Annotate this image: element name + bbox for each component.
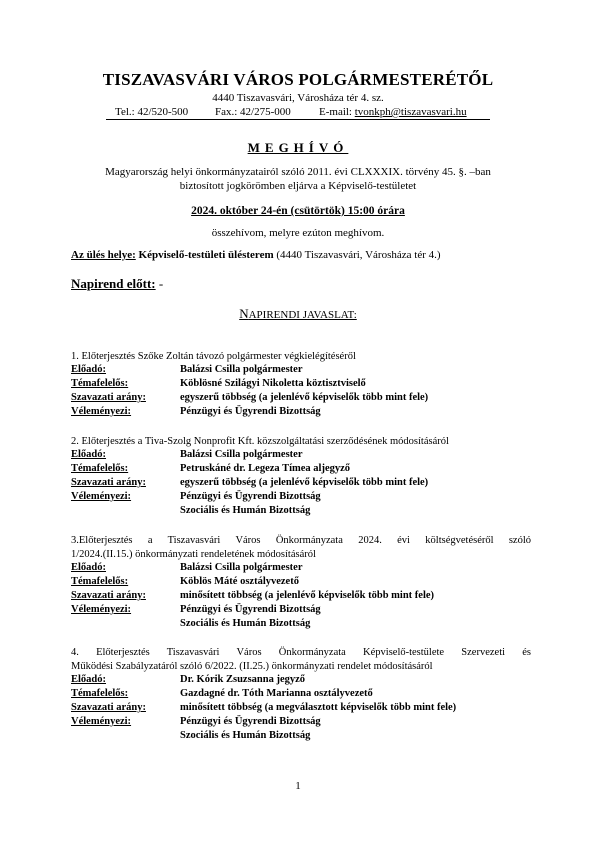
item-3-szavazati-arany: minősített többség (a jelenlévő képviselők több mint fele) — [180, 590, 435, 601]
label-eloado: Előadó: — [71, 674, 107, 685]
item-4-szavazati-arany: minősített többség (a megválasztott képviselők több mint fele) — [180, 702, 457, 713]
intro-line-1: Magyarország helyi önkormányzatairól szóló 2011. évi CLXXXIX. törvény 45. §. –ban — [105, 166, 491, 178]
email-link[interactable]: tvonkph@tiszavasvari.hu — [354, 106, 467, 118]
agenda-title-initial: N — [239, 306, 249, 321]
item-3-temafelelos: Köblös Máté osztályvezető — [180, 576, 299, 587]
label-velemenyezi: Véleményezi: — [71, 491, 132, 502]
label-szavazati-arany: Szavazati arány: — [71, 392, 146, 403]
label-eloado: Előadó: — [71, 562, 107, 573]
item-2-eloado: Balázsi Csilla polgármester — [180, 449, 303, 460]
venue-place: Képviselő-testületi ülésterem — [138, 249, 274, 261]
agenda-item-4-title-line-2: Működési Szabályzatáról szóló 6/2022. (II.25.) önkormányzati rendelet módosításáról — [71, 661, 433, 672]
meeting-date: 2024. október 24-én (csütörtök) 15:00 órára — [191, 205, 405, 217]
invitation-title: MEGHÍVÓ — [247, 140, 349, 155]
item-2-velemenyezi-2: Szociális és Humán Bizottság — [180, 505, 311, 516]
label-velemenyezi: Véleményezi: — [71, 604, 132, 615]
pre-agenda — [71, 276, 163, 292]
item-2-velemenyezi-1: Pénzügyi és Ügyrendi Bizottság — [180, 491, 321, 502]
label-velemenyezi: Véleményezi: — [71, 406, 132, 417]
agenda-item-4-title-line-1: 4. Előterjesztés Tiszavasvári Város Önkormányzata Képviselő-testülete Szervezeti és — [71, 647, 531, 658]
item-2-temafelelos: Petruskáné dr. Legeza Tímea aljegyző — [180, 463, 351, 474]
item-1-szavazati-arany: egyszerű többség (a jelenlévő képviselők több mint fele) — [180, 392, 429, 403]
email — [319, 106, 467, 118]
label-szavazati-arany: Szavazati arány: — [71, 477, 146, 488]
invite-text: összehívom, melyre ezúton meghívom. — [211, 227, 385, 239]
item-3-velemenyezi-2: Szociális és Humán Bizottság — [180, 618, 311, 629]
label-temafelelos: Témafelelős: — [71, 576, 129, 587]
phone-number: Tel.: 42/520-500 — [115, 106, 189, 118]
intro-line-2: biztosított jogkörömben eljárva a Képviselő-testületet — [179, 180, 417, 192]
item-2-szavazati-arany: egyszerű többség (a jelenlévő képviselők több mint fele) — [180, 477, 429, 488]
label-temafelelos: Témafelelős: — [71, 688, 129, 699]
fax-number: Fax.: 42/275-000 — [215, 106, 291, 118]
pre-agenda-value: - — [155, 276, 164, 291]
agenda-item-1-title: 1. Előterjesztés Szőke Zoltán távozó polgármester végkielégítéséről — [71, 351, 356, 362]
agenda-item-3-title-line-2: 1/2024.(II.15.) önkormányzati rendeletének módosításáról — [71, 549, 316, 560]
item-4-velemenyezi-1: Pénzügyi és Ügyrendi Bizottság — [180, 716, 321, 727]
venue-label: Az ülés helye: — [71, 249, 136, 261]
label-velemenyezi: Véleményezi: — [71, 716, 132, 727]
agenda-title — [0, 306, 596, 322]
org-address: 4440 Tiszavasvári, Városháza tér 4. sz. — [212, 92, 384, 104]
pre-agenda-label: Napirend előtt: — [71, 276, 156, 291]
item-1-temafelelos: Köblösné Szilágyi Nikoletta köztisztviselő — [180, 378, 366, 389]
label-szavazati-arany: Szavazati arány: — [71, 702, 146, 713]
venue-address: (4440 Tiszavasvári, Városháza tér 4.) — [273, 249, 441, 261]
item-4-temafelelos: Gazdagné dr. Tóth Marianna osztályvezető — [180, 688, 373, 699]
label-temafelelos: Témafelelős: — [71, 378, 129, 389]
page-number: 1 — [295, 780, 301, 792]
item-3-eloado: Balázsi Csilla polgármester — [180, 562, 303, 573]
label-szavazati-arany: Szavazati arány: — [71, 590, 146, 601]
header-divider — [106, 119, 490, 120]
email-label: E-mail: — [319, 106, 355, 118]
agenda-item-3-title-line-1: 3.Előterjesztés a Tiszavasvári Város Önkormányzata 2024. évi költségvetéséről szóló — [71, 535, 531, 546]
agenda-title-rest: APIRENDI JAVASLAT: — [248, 309, 357, 321]
item-1-eloado: Balázsi Csilla polgármester — [180, 364, 303, 375]
venue — [71, 249, 441, 261]
item-3-velemenyezi-1: Pénzügyi és Ügyrendi Bizottság — [180, 604, 321, 615]
label-eloado: Előadó: — [71, 449, 107, 460]
org-title: TISZAVASVÁRI VÁROS POLGÁRMESTERÉTŐL — [102, 70, 494, 89]
label-temafelelos: Témafelelős: — [71, 463, 129, 474]
label-eloado: Előadó: — [71, 364, 107, 375]
agenda-item-2-title: 2. Előterjesztés a Tiva-Szolg Nonprofit Kft. közszolgáltatási szerződésének módosításáról — [71, 436, 449, 447]
item-4-velemenyezi-2: Szociális és Humán Bizottság — [180, 730, 311, 741]
item-4-eloado: Dr. Kórik Zsuzsanna jegyző — [180, 674, 306, 685]
item-1-velemenyezi-1: Pénzügyi és Ügyrendi Bizottság — [180, 406, 321, 417]
